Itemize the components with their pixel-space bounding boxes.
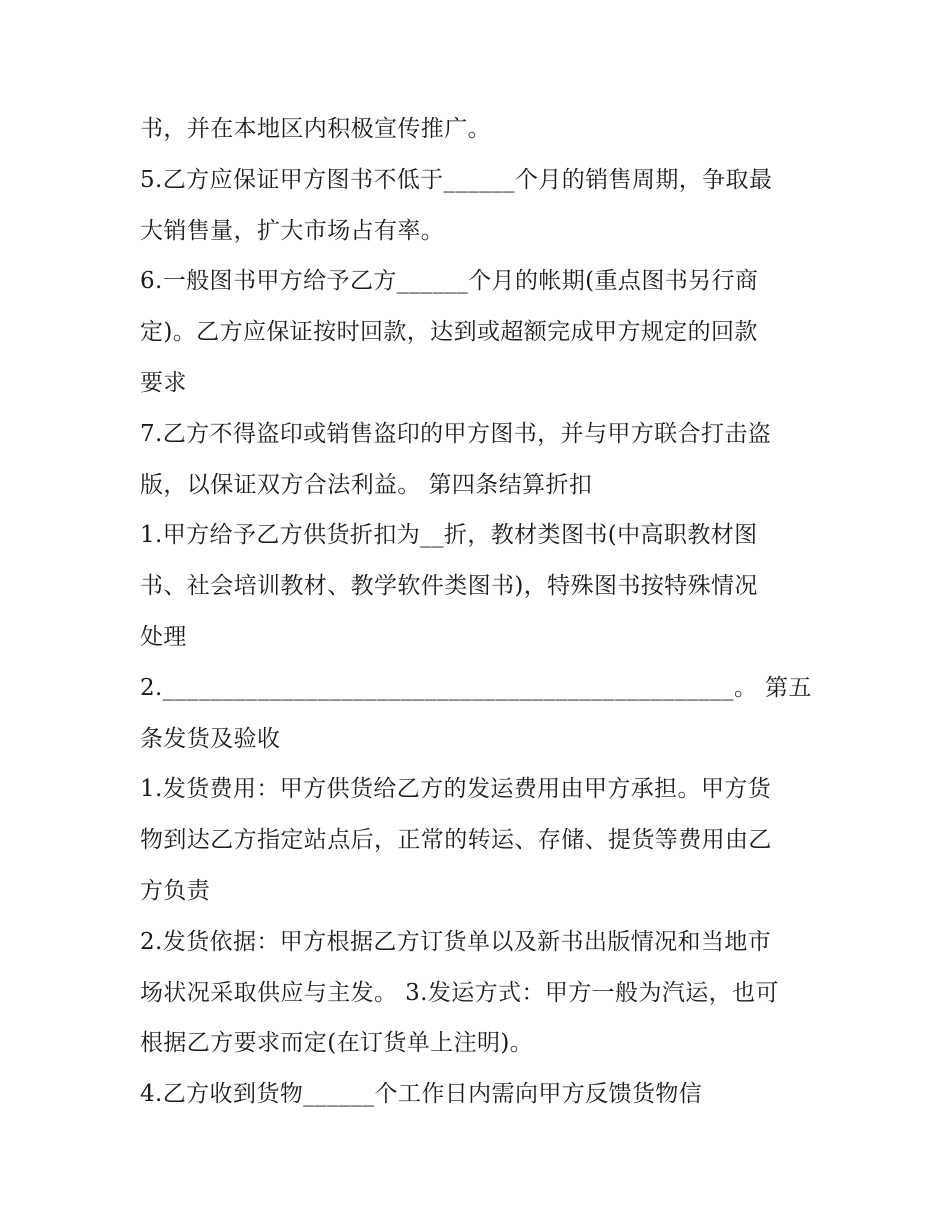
text-line-19: 根据乙方要求而定(在订货单上注明)。 (140, 1030, 534, 1057)
text-line-1: 书，并在本地区内积极宣传推广。 (140, 116, 491, 142)
text-line-15: 物到达乙方指定站点后，正常的转运、存储、提货等费用由乙 (140, 827, 772, 854)
text-line-4: 6.一般图书甲方给予乙方______个月的帐期(重点图书另行商 (140, 268, 759, 295)
text-line-9: 1.甲方给予乙方供货折扣为__折，教材类图书(中高职教材图 (140, 522, 758, 549)
text-line-8: 版，以保证双方合法利益。 第四条结算折扣 (140, 471, 593, 498)
text-line-12: 2.________________________________________________。 第五 (140, 674, 812, 701)
text-line-5: 定)。乙方应保证按时回款，达到或超额完成甲方规定的回款 (140, 319, 758, 346)
text-line-13: 条发货及验收 (140, 725, 281, 752)
text-line-17: 2.发货依据：甲方根据乙方订货单以及新书出版情况和当地市 (140, 928, 772, 955)
text-line-16: 方负责 (140, 877, 211, 904)
text-line-7: 7.乙方不得盗印或销售盗印的甲方图书，并与甲方联合打击盗 (140, 420, 772, 447)
contract-text-body (140, 104, 830, 1120)
text-line-10: 书、社会培训教材、教学软件类图书)，特殊图书按特殊情况 (140, 573, 758, 600)
text-line-18: 场状况采取供应与主发。 3.发运方式：甲方一般为汽运，也可 (140, 979, 779, 1006)
text-line-14: 1.发货费用：甲方供货给乙方的发运费用由甲方承担。甲方货 (140, 776, 772, 803)
text-line-6: 要求 (140, 369, 187, 396)
text-line-3: 大销售量，扩大市场占有率。 (140, 217, 445, 244)
text-line-20: 4.乙方收到货物______个工作日内需向甲方反馈货物信 (140, 1081, 703, 1108)
text-line-2: 5.乙方应保证甲方图书不低于______个月的销售周期，争取最 (140, 166, 773, 193)
text-line-11: 处理 (140, 623, 187, 650)
